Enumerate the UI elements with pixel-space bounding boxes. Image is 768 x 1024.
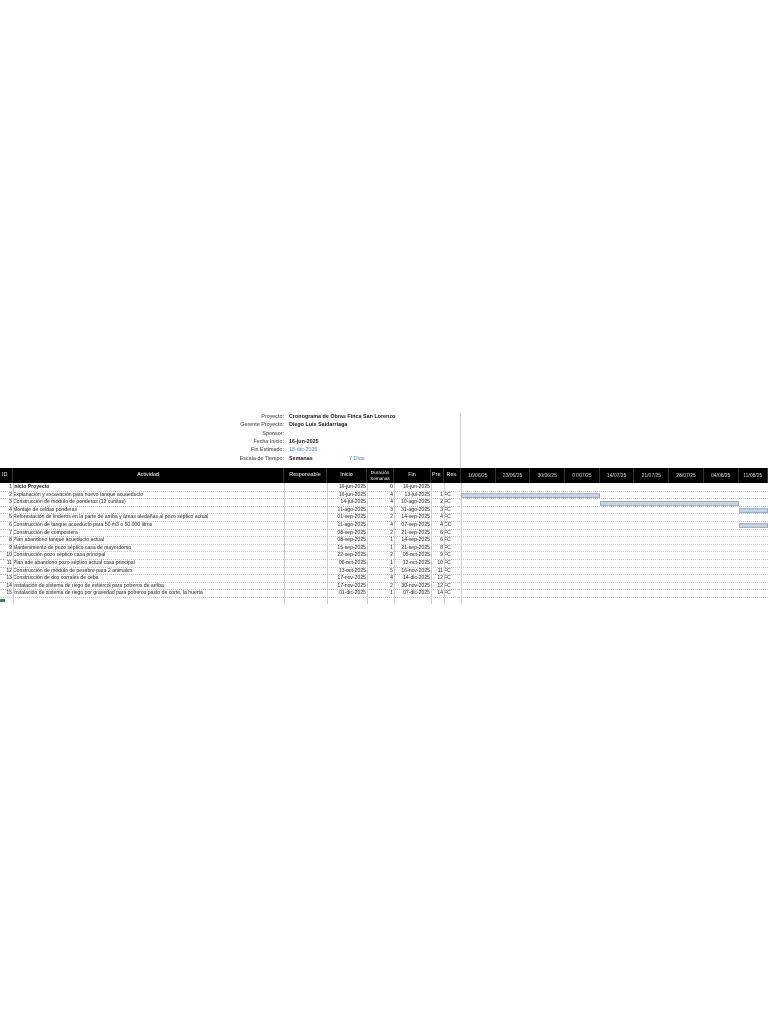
row-id[interactable]: 8 (9, 537, 12, 544)
table-row[interactable] (0, 575, 768, 583)
table-row[interactable] (0, 590, 768, 598)
row-restriccion[interactable]: FC (444, 544, 451, 551)
row-fin[interactable]: 21-sep-2025 (401, 529, 430, 536)
row-actividad[interactable]: Construcción de módulo de pesebre para 2 animales (13, 567, 133, 574)
row-inicio[interactable]: 01-dic-2025 (339, 590, 366, 597)
row-actividad[interactable]: Construcción pozo séptico casa principal (13, 552, 106, 559)
header-actividad[interactable]: Actividad (13, 468, 284, 483)
table-row[interactable] (0, 552, 768, 560)
column-separator (394, 483, 395, 604)
row-inicio[interactable]: 01-sep-2025 (337, 514, 366, 521)
row-fin[interactable]: 10-ago-2025 (401, 499, 430, 506)
row-restriccion[interactable]: FC (444, 582, 451, 589)
row-actividad[interactable]: Montaje de celdas ponderas (13, 506, 77, 513)
row-duracion[interactable]: 4 (390, 522, 393, 528)
row-actividad[interactable]: Plan ade abandono pozo séptico actual casa principal (13, 560, 135, 566)
row-inicio[interactable]: 16-jun-2025 (338, 484, 366, 490)
time-scale-days[interactable]: 7 Días (349, 455, 365, 462)
timeline-week-header: 07/07/25 (565, 468, 600, 483)
row-duracion[interactable]: 2 (390, 529, 393, 536)
timeline-week-header: 23/06/25 (496, 468, 531, 483)
row-fin[interactable]: 13-jul-2025 (404, 491, 430, 498)
row-restriccion[interactable]: FC (444, 537, 451, 544)
row-id[interactable]: 10 (6, 552, 12, 559)
table-row[interactable] (0, 545, 768, 553)
row-inicio[interactable]: 11-ago-2025 (337, 522, 366, 528)
row-predecesor[interactable]: 1 (440, 491, 443, 498)
row-restriccion[interactable]: FC (444, 567, 451, 574)
row-predecesor[interactable]: 10 (437, 560, 443, 566)
timeline-week-header: 14/07/25 (600, 468, 635, 483)
row-duracion[interactable]: 5 (390, 567, 393, 574)
column-separator (444, 483, 445, 604)
table-row[interactable] (0, 507, 768, 515)
row-duracion[interactable]: 1 (390, 537, 393, 544)
project-info-value[interactable]: Diego Luis Saldarriaga (289, 422, 348, 429)
project-info-label: Escala de Tiempo: (239, 455, 284, 462)
row-id[interactable]: 5 (9, 514, 12, 521)
row-inicio[interactable]: 08-sep-2025 (337, 537, 366, 544)
header-inicio[interactable]: Inicio (327, 468, 367, 483)
row-fin[interactable]: 16-jun-2025 (402, 484, 430, 490)
table-row[interactable] (0, 522, 768, 530)
row-duracion[interactable]: 1 (390, 560, 393, 566)
row-id[interactable]: 15 (6, 590, 12, 597)
row-fin[interactable]: 16-nov-2025 (401, 567, 430, 574)
row-id[interactable]: 14 (6, 582, 12, 589)
gantt-bar (600, 501, 739, 506)
row-id[interactable]: 12 (6, 567, 12, 574)
row-inicio[interactable]: 15-sep-2025 (337, 544, 366, 551)
row-actividad[interactable]: Construcción de compostera (13, 529, 78, 536)
column-separator (461, 483, 462, 604)
row-predecesor[interactable]: 3 (440, 506, 443, 513)
row-duracion[interactable]: 1 (390, 590, 393, 597)
row-actividad[interactable]: Construcción de tanque acueducto para 50 m3 o 50.000 litros (13, 522, 153, 528)
project-info-value[interactable]: 18-dic-2025 (289, 447, 318, 454)
row-predecesor[interactable]: 12 (437, 582, 443, 589)
row-predecesor[interactable]: 8 (440, 544, 443, 551)
table-row[interactable] (0, 530, 768, 538)
row-actividad[interactable]: Instalación de sistema de riego de estiércol para potreros de arriba (13, 582, 164, 589)
header-fin[interactable]: Fin (394, 468, 431, 483)
row-inicio[interactable]: 22-sep-2025 (337, 552, 366, 559)
row-restriccion[interactable]: FC (444, 552, 451, 559)
project-info-label: Proyecto: (261, 414, 284, 420)
gantt-bar (739, 523, 768, 528)
row-id[interactable]: 9 (9, 544, 12, 551)
row-predecesor[interactable]: 4 (440, 514, 443, 521)
timeline-week-header: 16/06/25 (461, 468, 496, 483)
row-predecesor[interactable]: 6 (440, 537, 443, 544)
row-restriccion[interactable]: FC (444, 514, 451, 521)
row-inicio[interactable]: 11-ago-2025 (337, 506, 366, 513)
row-inicio[interactable]: 16-jun-2025 (338, 491, 366, 498)
row-inicio[interactable]: 13-oct-2025 (338, 567, 366, 574)
column-separator (284, 483, 285, 604)
row-id[interactable]: 11 (6, 560, 12, 566)
row-duracion[interactable]: 2 (390, 582, 393, 589)
row-id[interactable]: 4 (9, 506, 12, 513)
row-fin[interactable]: 12-oct-2025 (402, 560, 430, 566)
selection-marker (0, 599, 5, 602)
row-predecesor[interactable]: 6 (440, 529, 443, 536)
row-id[interactable]: 2 (9, 491, 12, 498)
row-fin[interactable]: 14-sep-2025 (401, 537, 430, 544)
timeline-week-header: 30/06/25 (530, 468, 565, 483)
column-separator (431, 483, 432, 604)
row-duracion[interactable]: 4 (390, 491, 393, 498)
row-fin[interactable]: 14-sep-2025 (401, 514, 430, 521)
row-predecesor[interactable]: 12 (437, 575, 443, 582)
row-restriccion[interactable]: FC (444, 499, 451, 506)
row-predecesor[interactable]: 14 (437, 590, 443, 597)
header-id[interactable]: ID (0, 468, 13, 483)
timeline-week-header: 04/08/25 (704, 468, 739, 483)
row-predecesor[interactable]: 11 (437, 567, 443, 574)
timeline-week-header: 28/07/25 (669, 468, 704, 483)
row-fin[interactable]: 31-ago-2025 (401, 506, 430, 513)
project-info-value[interactable]: Cronograma de Obras Finca San Lorenzo (289, 414, 396, 420)
table-row[interactable] (0, 537, 768, 545)
column-separator (367, 483, 368, 604)
row-actividad[interactable]: Plan abandono tanque acueducto actual (13, 537, 105, 544)
header-pre[interactable]: Pre. (431, 468, 444, 483)
project-info-label: Gerente Proyecto: (240, 422, 284, 429)
row-duracion[interactable]: 0 (390, 484, 393, 490)
project-info-value[interactable]: Semanas (289, 455, 313, 462)
table-row[interactable] (0, 560, 768, 568)
header-duracion[interactable]: Duración Semanas (367, 468, 394, 483)
project-info-value[interactable]: 16-jun-2025 (289, 438, 319, 445)
row-predecesor[interactable]: 2 (440, 499, 443, 506)
row-inicio[interactable]: 06-oct-2025 (338, 560, 366, 566)
row-inicio[interactable]: 17-nov-2025 (337, 582, 366, 589)
row-predecesor[interactable]: 9 (440, 552, 443, 559)
row-actividad[interactable]: Construcción de módulo de porideras (12 cunitas) (13, 499, 126, 506)
row-duracion[interactable]: 4 (390, 499, 393, 506)
row-duracion[interactable]: 2 (390, 552, 393, 559)
row-inicio[interactable]: 17-nov-2025 (337, 575, 366, 582)
row-actividad[interactable]: Explanación y excavación para nuevo tanque acuaeducto (13, 491, 144, 498)
row-fin[interactable]: 21-sep-2025 (401, 544, 430, 551)
row-restriccion[interactable]: FC (444, 560, 451, 566)
timeline-week-header: 21/07/25 (635, 468, 670, 483)
row-restriccion[interactable]: FC (444, 506, 451, 513)
row-id[interactable]: 7 (9, 529, 12, 536)
row-id[interactable]: 3 (9, 499, 12, 506)
row-duracion[interactable]: 2 (390, 514, 393, 521)
row-inicio[interactable]: 14-jul-2025 (340, 499, 366, 506)
row-actividad[interactable]: Mantenimiento de pozo séptico casa de mayordomo (13, 544, 132, 551)
row-fin[interactable]: 07-sep-2025 (401, 522, 430, 528)
row-fin[interactable]: 07-dic-2025 (403, 590, 430, 597)
row-id[interactable]: 1 (9, 484, 12, 490)
project-info-label: Fecha Inicio: (253, 438, 284, 445)
row-actividad[interactable]: Reforestación de linderos en la parte de arriba y áreas aledañas al pozo séptico actual (13, 514, 209, 521)
column-separator (327, 483, 328, 604)
row-inicio[interactable]: 08-sep-2025 (337, 529, 366, 536)
table-row[interactable] (0, 514, 768, 522)
project-info-label: Fin Estimado: (251, 447, 284, 454)
row-actividad[interactable]: Instalación de sistema de riego por gravedad para potreros pasto de corte, la huerta (13, 590, 203, 597)
row-restriccion[interactable]: FC (444, 529, 451, 536)
row-duracion[interactable]: 4 (390, 575, 393, 582)
row-restriccion[interactable]: FC (444, 590, 451, 597)
row-predecesor[interactable]: 4 (440, 522, 443, 528)
row-restriccion[interactable]: FC (444, 575, 451, 582)
row-fin[interactable]: 05-oct-2025 (402, 552, 430, 559)
row-actividad[interactable]: Inicio Proyecto (13, 484, 50, 490)
header-res[interactable]: Res. (444, 468, 461, 483)
row-fin[interactable]: 14-dic-2025 (403, 575, 430, 582)
column-separator (13, 483, 14, 604)
row-fin[interactable]: 30-nov-2025 (401, 582, 430, 589)
table-row[interactable] (0, 568, 768, 576)
timeline-week-header: 11/08/25 (739, 468, 768, 483)
gantt-bar (739, 508, 768, 513)
table-row[interactable] (0, 484, 768, 492)
row-id[interactable]: 13 (6, 575, 12, 582)
gantt-bar (461, 493, 600, 498)
row-duracion[interactable]: 3 (390, 506, 393, 513)
table-row[interactable] (0, 492, 768, 500)
row-actividad[interactable]: Construcción de dos corrales de ceba (13, 575, 99, 582)
row-restriccion[interactable]: CC (444, 522, 452, 528)
header-responsable[interactable]: Responsable (284, 468, 327, 483)
project-info-label: Sponsor: (262, 430, 284, 437)
row-id[interactable]: 6 (9, 522, 12, 528)
row-duracion[interactable]: 1 (390, 544, 393, 551)
row-restriccion[interactable]: FC (444, 491, 451, 498)
table-row[interactable] (0, 583, 768, 591)
